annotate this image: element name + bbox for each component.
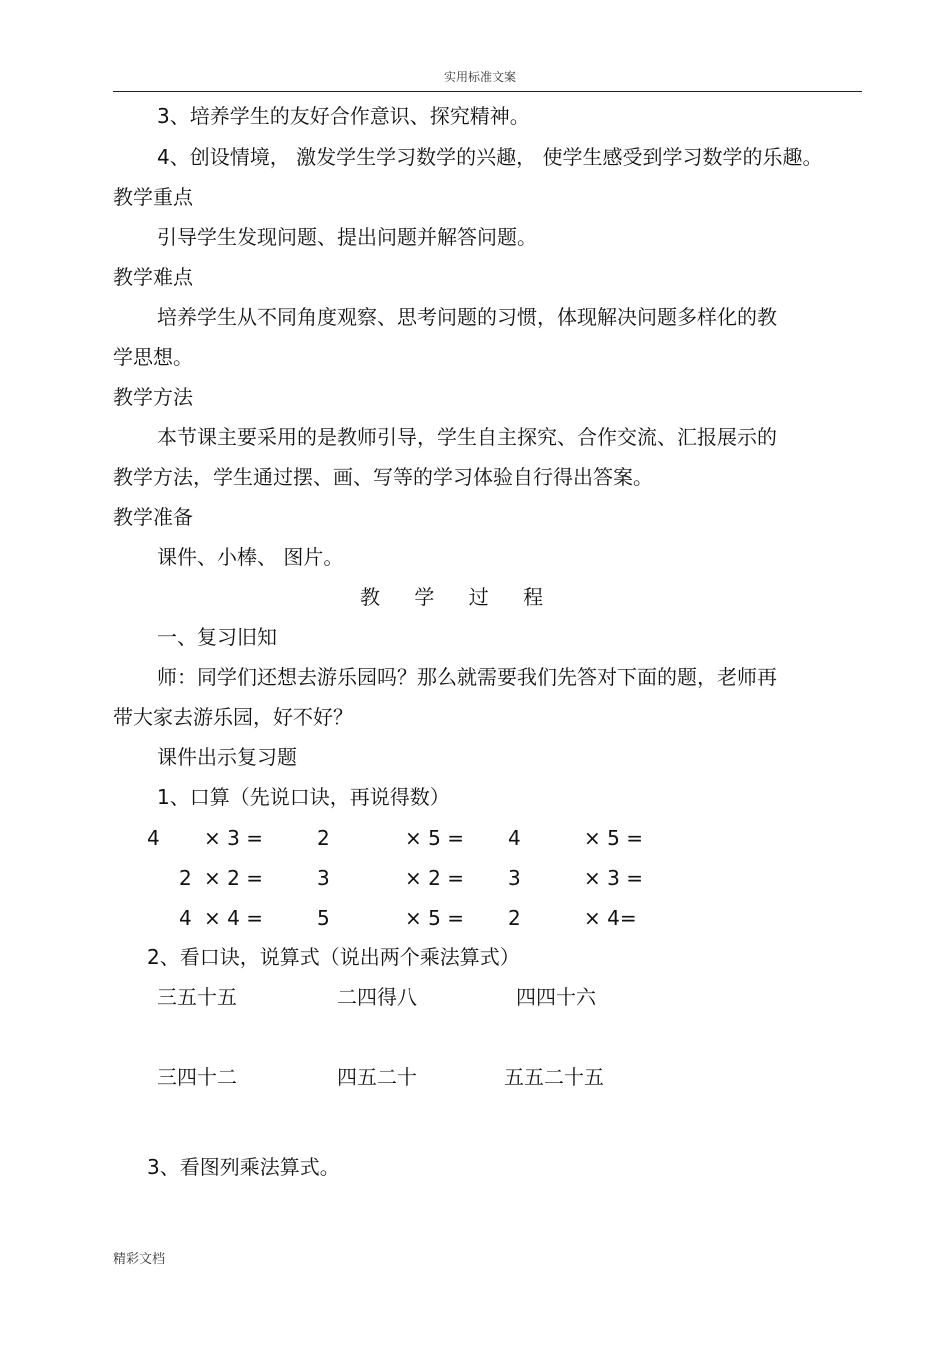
rhyme-2-2: 四五二十 xyxy=(337,1065,417,1089)
courseware-line: 课件出示复习题 xyxy=(157,745,297,769)
rhyme-1-2: 二四得八 xyxy=(337,985,417,1009)
header-rule xyxy=(113,91,862,92)
calc-2-1-number: 2 xyxy=(179,866,192,890)
calc-2-2-expression: × 2 = xyxy=(405,866,464,890)
calc-1-2-expression: × 5 = xyxy=(405,826,464,850)
calc-2-3-expression: × 3 = xyxy=(584,866,643,890)
question-1-title: 1、口算（先说口诀，再说得数） xyxy=(157,785,450,809)
process-title: 教 学 过 程 xyxy=(360,585,558,609)
question-3-title: 3、看图列乘法算式。 xyxy=(147,1155,340,1179)
calc-2-2-number: 3 xyxy=(317,866,330,890)
section-method-title: 教学方法 xyxy=(113,385,193,409)
section-prep-title: 教学准备 xyxy=(113,505,193,529)
calc-2-1-expression: × 2 = xyxy=(204,866,263,890)
calc-1-1-expression: × 3 = xyxy=(204,826,263,850)
section-prep-text: 课件、小棒、 图片。 xyxy=(157,545,344,569)
goal-3: 3、培养学生的友好合作意识、探究精神。 xyxy=(157,104,530,128)
page-header: 实用标准文案 xyxy=(444,70,517,84)
calc-1-3-expression: × 5 = xyxy=(584,826,643,850)
calc-3-2-expression: × 5 = xyxy=(405,906,464,930)
section-difficulty-text-1: 培养学生从不同角度观察、思考问题的习惯，体现解决问题多样化的教 xyxy=(157,305,777,329)
rhyme-2-3: 五五二十五 xyxy=(504,1065,604,1089)
section-key-title: 教学重点 xyxy=(113,185,193,209)
section-difficulty-text-2: 学思想。 xyxy=(113,345,193,369)
calc-1-2-number: 2 xyxy=(317,826,330,850)
calc-3-3-expression: × 4= xyxy=(584,906,637,930)
section-difficulty-title: 教学难点 xyxy=(113,265,193,289)
rhyme-2-1: 三四十二 xyxy=(157,1065,237,1089)
calc-1-1-number: 4 xyxy=(147,826,160,850)
calc-3-1-expression: × 4 = xyxy=(204,906,263,930)
calc-1-3-number: 4 xyxy=(508,826,521,850)
goal-4: 4、创设情境， 激发学生学习数学的兴趣， 使学生感受到学习数学的乐趣。 xyxy=(157,145,823,169)
teacher-line-1: 师：同学们还想去游乐园吗？那么就需要我们先答对下面的题，老师再 xyxy=(157,665,777,689)
rhyme-1-1: 三五十五 xyxy=(157,985,237,1009)
calc-3-3-number: 2 xyxy=(508,906,521,930)
review-title: 一、复习旧知 xyxy=(157,625,277,649)
section-method-text-2: 教学方法，学生通过摆、画、写等的学习体验自行得出答案。 xyxy=(113,465,653,489)
teacher-line-2: 带大家去游乐园，好不好？ xyxy=(113,705,353,729)
section-method-text-1: 本节课主要采用的是教师引导，学生自主探究、合作交流、汇报展示的 xyxy=(157,425,777,449)
rhyme-1-3: 四四十六 xyxy=(516,985,596,1009)
calc-2-3-number: 3 xyxy=(508,866,521,890)
question-2-title: 2、看口诀，说算式（说出两个乘法算式） xyxy=(147,945,520,969)
section-key-text: 引导学生发现问题、提出问题并解答问题。 xyxy=(157,225,537,249)
calc-3-2-number: 5 xyxy=(317,906,330,930)
page-footer: 精彩文档 xyxy=(113,1252,166,1267)
calc-3-1-number: 4 xyxy=(179,906,192,930)
